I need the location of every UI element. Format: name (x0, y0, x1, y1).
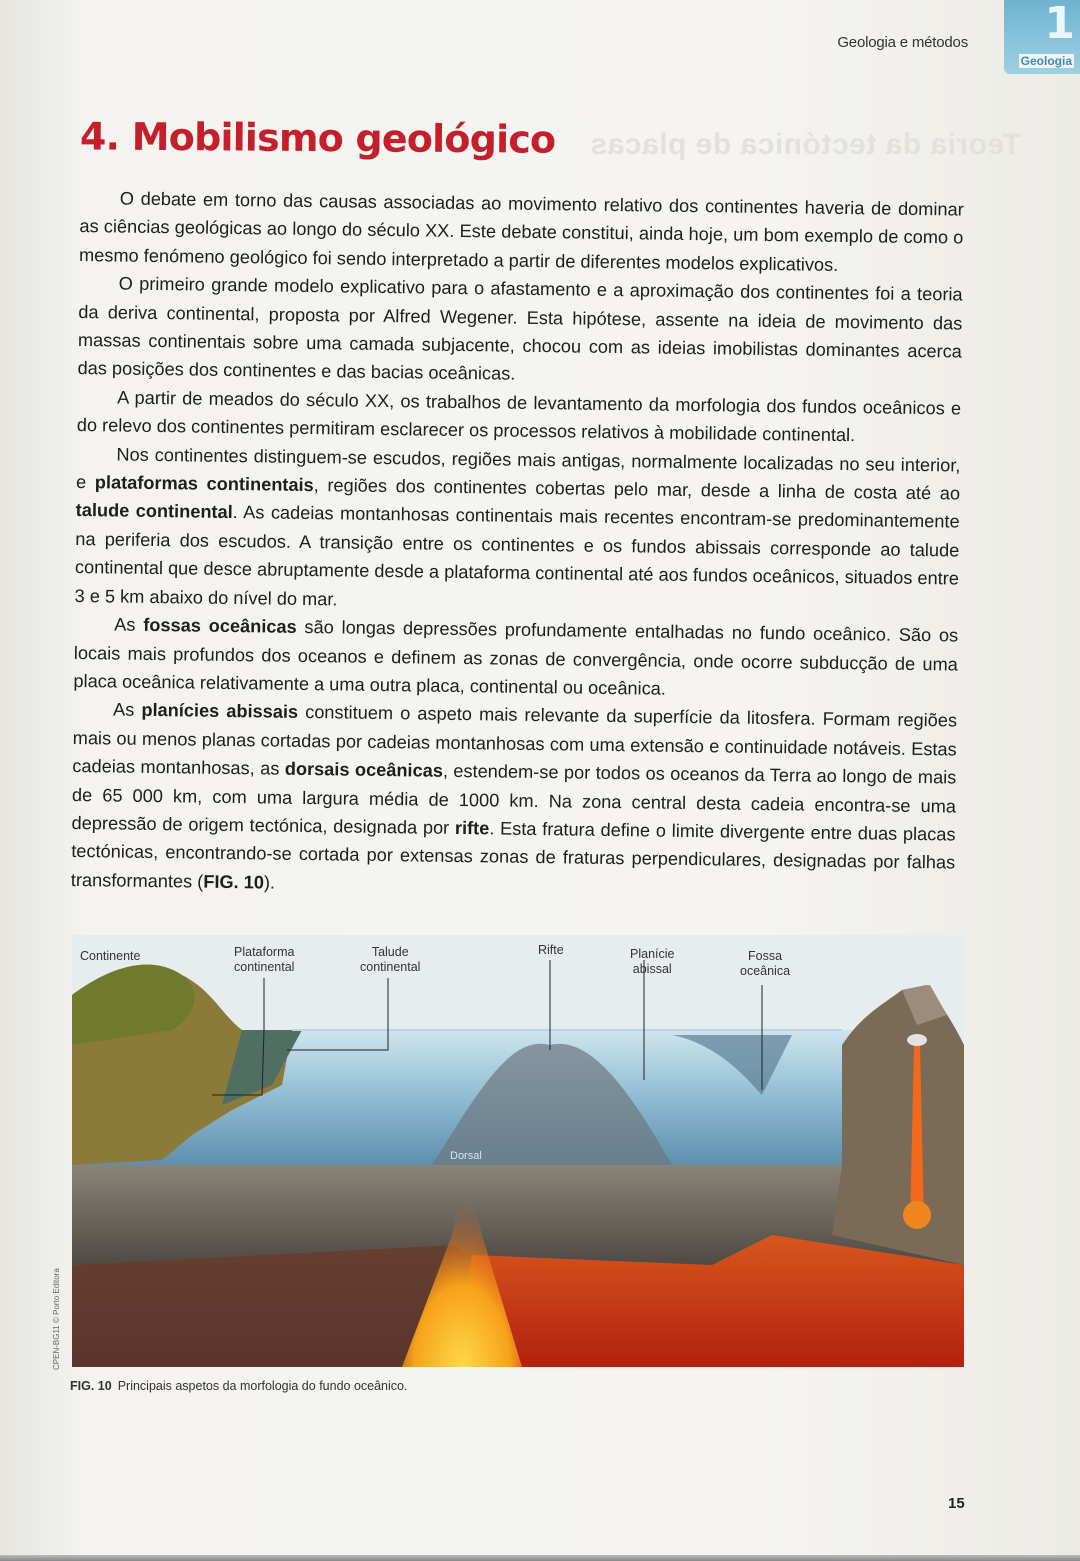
body-paragraph (77, 269, 962, 394)
bold-term: dorsais oceânicas (284, 758, 444, 781)
body-text (71, 184, 964, 906)
bold-term: rifte (454, 817, 490, 839)
text-run: As (114, 614, 144, 635)
text-run: são longas depressões profundamente entalhadas no fundo oceânico. São os locais mais profundos dos oceanos e definem as zonas de convergência, onde ocorre subducção de uma placa oceânica relativamente a uma outra placa, continental ou oceânica. (73, 616, 959, 699)
label-talude-continental: Talude continental (360, 945, 421, 974)
text-run: O primeiro grande modelo explicativo para o afastamento e a aproximação dos continentes foi a teoria da deriva continental, proposta por Alfred Wegener. Esta hipótese, assente na ideia de movimento das massas continentais sobre uma camada subjacente, chocou com as ideias imobilistas dominantes acerca das posições dos continentes e das bacias oceânicas. (77, 273, 963, 385)
text-run: As (112, 699, 142, 721)
page-bottom-edge (0, 1555, 1080, 1561)
body-paragraph (79, 184, 964, 281)
figure-caption-text: Principais aspetos da morfologia do fundo oceânico. (117, 1379, 408, 1393)
label-fossa-oceanica: Fossa oceânica (740, 949, 791, 978)
text-run: Nos continentes distinguem-se escudos, regiões mais antigas, normalmente localizadas no seu interior, e (75, 444, 961, 493)
text-run: . As cadeias montanhosas continentais mais recentes encontram-se predominantemente na periferia dos escudos. A transição entre os continentes e os fundos abissais corresponde ao talude continental que desce abruptamente desde a plataforma continental até aos fundos oceânicos, situados entre 3 e 5 km abaixo do nível do mar. (74, 502, 960, 610)
label-dorsal: Dorsal (450, 1150, 482, 1162)
seafloor-figure (72, 935, 964, 1367)
text-run: , estendem-se por todos os oceanos da Terra ao longo de mais de 65 000 km, com uma largura média de 1000 km. Na zona central desta cadeia encontra-se uma depressão de origem tectónica, designada por (71, 760, 957, 838)
page-number: 15 (948, 1495, 965, 1512)
label-plataforma-continental: Plataforma continental (234, 945, 295, 974)
bold-term: plataformas continentais (94, 472, 314, 496)
text-run: constituem o aspeto mais relevante da superfície da litosfera. Formam regiões mais ou menos planas cortadas por cadeias montanhosas com uma extensão e continuidade notáveis. Estas cadeias montanhosas, as (72, 702, 958, 779)
text-run: . Esta fratura define o limite divergente entre duas placas tectónicas, encontrando-se cortada por extensas zonas de fraturas perpendiculares, designadas por falhas transformantes ( (70, 818, 956, 892)
label-continente: Continente (80, 949, 141, 963)
image-credit: CPEN-BG11 © Porto Editora (52, 1268, 61, 1370)
text-run: A partir de meados do século XX, os trabalhos de levantamento da morfologia dos fundos oceânicos e do relevo dos continentes permitiram esclarecer os processos relativos à mobilidade continental. (76, 387, 962, 446)
show-through-heading: Teoria da tectónica de placas (590, 128, 1021, 161)
label-planicie-abissal: Planície abissal (630, 947, 675, 976)
text-run: O debate em torno das causas associadas ao movimento relativo dos continentes haveria de dominar as ciências geológicas ao longo do século XX. Este debate constitui, ainda hoje, um bom exemplo de como o mesmo fenómeno geológico foi sendo interpretado a partir de diferentes modelos explicativos. (78, 188, 964, 275)
text-run: , regiões dos continentes cobertas pelo mar, desde a linha de costa até ao (313, 475, 961, 504)
bold-term: talude continental (75, 500, 233, 523)
bold-term: planícies abissais (141, 700, 299, 723)
body-paragraph (71, 695, 958, 905)
chapter-label: Geologia (1020, 54, 1072, 68)
body-paragraph (74, 440, 960, 622)
section-title: 4. Mobilismo geológico (79, 114, 556, 162)
figure-caption-tag: FIG. 10 (70, 1379, 112, 1393)
running-head: Geologia e métodos (837, 34, 968, 51)
text-run: ). (263, 872, 276, 893)
figure-caption (70, 1379, 407, 1393)
chapter-number: 1 (1044, 0, 1072, 49)
body-paragraph (73, 610, 958, 707)
bold-term: FIG. 10 (203, 871, 265, 893)
bold-term: fossas oceânicas (143, 614, 297, 637)
label-rifte: Rifte (538, 943, 564, 957)
seafloor-illustration (72, 935, 964, 1367)
